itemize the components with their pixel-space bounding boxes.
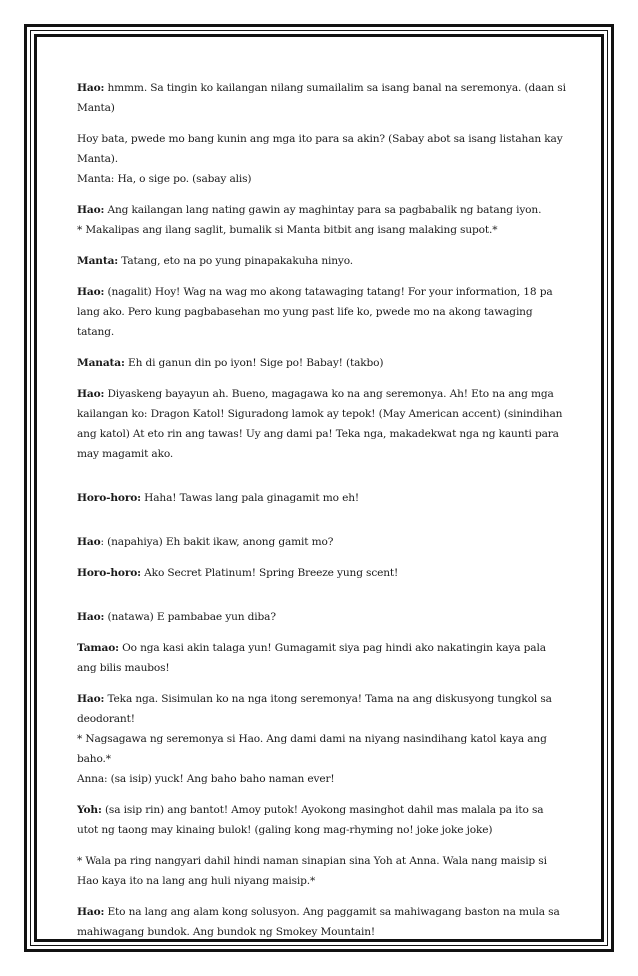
dialogue-text: Teka nga. Sisimulan ko na nga itong seremonya! Tama na ang diskusyong tungkol sa deodorant!: [77, 693, 552, 725]
dialogue-text: Ang kailangan lang nating gawin ay maghintay para sa pagbabalik ng batang iyon.: [107, 204, 542, 216]
dialogue-paragraph: [77, 129, 567, 189]
stage-direction: * Makalipas ang ilang saglit, bumalik si Manta bitbit ang isang malaking supot.*: [77, 224, 498, 236]
speaker-label: Hao:: [77, 82, 105, 94]
dialogue-paragraph: [77, 200, 567, 240]
speaker-label: Hao:: [77, 906, 105, 918]
dialogue-line: Anna: (sa isip) yuck! Ang baho baho naman ever!: [77, 773, 335, 785]
dialogue-text: Diyaskeng bayayun ah. Bueno, magagawa ko na ang seremonya. Ah! Eto na ang mga kailangan ko: Dragon Katol! Siguradong lamok ay tepok! (May American accent) (sinindihan ang katol) At eto rin ang tawas! Uy ang dami pa! Teka nga, makadekwat nga ng kaunti para may magamit ako.: [77, 388, 563, 460]
dialogue-text: (natawa) E pambabae yun diba?: [107, 611, 276, 623]
speaker-label: Hao:: [77, 388, 105, 400]
dialogue-paragraph: [77, 488, 567, 508]
speaker-label: Manata:: [77, 357, 125, 369]
dialogue-text: (nagalit) Hoy! Wag na wag mo akong tatawaging tatang! For your information, 18 pa lang ako. Pero kung pagbabasehan mo yung past life ko, pwede mo na akong tawaging tatang.: [77, 286, 553, 338]
dialogue-text: Haha! Tawas lang pala ginagamit mo eh!: [144, 492, 359, 504]
dialogue-paragraph: [77, 532, 567, 552]
speaker-label: Manta:: [77, 255, 119, 267]
dialogue-text: Oo nga kasi akin talaga yun! Gumagamit siya pag hindi ako nakatingin kaya pala ang bilis maubos!: [77, 642, 546, 674]
speaker-label: Hao:: [77, 693, 105, 705]
dialogue-paragraph: [77, 251, 567, 271]
dialogue-text: Hoy bata, pwede mo bang kunin ang mga ito para sa akin? (Sabay abot sa isang listahan kay Manta).: [77, 133, 563, 165]
dialogue-paragraph: [77, 353, 567, 373]
dialogue-paragraph: [77, 282, 567, 342]
dialogue-text: : (napahiya) Eh bakit ikaw, anong gamit mo?: [100, 536, 334, 548]
speaker-label: Horo-horo:: [77, 492, 141, 504]
dialogue-paragraph: [77, 78, 567, 118]
dialogue-text: Eh di ganun din po iyon! Sige po! Babay! (takbo): [128, 357, 384, 369]
dialogue-line: Manta: Ha, o sige po. (sabay alis): [77, 173, 252, 185]
dialogue-paragraph: [77, 902, 567, 942]
speaker-label: Hao:: [77, 204, 105, 216]
dialogue-paragraph: [77, 384, 567, 464]
speaker-label: Hao: [77, 536, 101, 548]
speaker-label: Horo-horo:: [77, 567, 141, 579]
stage-direction: * Nagsagawa ng seremonya si Hao. Ang dami dami na niyang nasindihang katol kaya ang baho.*: [77, 733, 547, 765]
speaker-label: Hao:: [77, 611, 105, 623]
dialogue-paragraph: [77, 800, 567, 840]
stage-direction: * Wala pa ring nangyari dahil hindi naman sinapian sina Yoh at Anna. Wala nang maisip si Hao kaya ito na lang ang huli niyang maisip.*: [77, 855, 547, 887]
speaker-label: Tamao:: [77, 642, 119, 654]
dialogue-text: hmmm. Sa tingin ko kailangan nilang sumailalim sa isang banal na seremonya. (daan si Manta): [77, 82, 566, 114]
dialogue-paragraph: [77, 563, 567, 583]
dialogue-paragraph: [77, 851, 567, 891]
dialogue-text: Eto na lang ang alam kong solusyon. Ang paggamit sa mahiwagang baston na mula sa mahiwagang bundok. Ang bundok ng Smokey Mountain!: [77, 906, 560, 938]
dialogue-text: (sa isip rin) ang bantot! Amoy putok! Ayokong masinghot dahil mas malala pa ito sa utot ng taong may kinaing bulok! (galing kong mag-rhyming no! joke joke joke): [77, 804, 544, 836]
speaker-label: Yoh:: [77, 804, 102, 816]
dialogue-text: Ako Secret Platinum! Spring Breeze yung scent!: [144, 567, 399, 579]
dialogue-paragraph: [77, 689, 567, 789]
dialogue-text: Tatang, eto na po yung pinapakakuha ninyo.: [121, 255, 354, 267]
speaker-label: Hao:: [77, 286, 105, 298]
dialogue-paragraph: [77, 607, 567, 627]
dialogue-paragraph: [77, 638, 567, 678]
script-body: [77, 78, 567, 953]
